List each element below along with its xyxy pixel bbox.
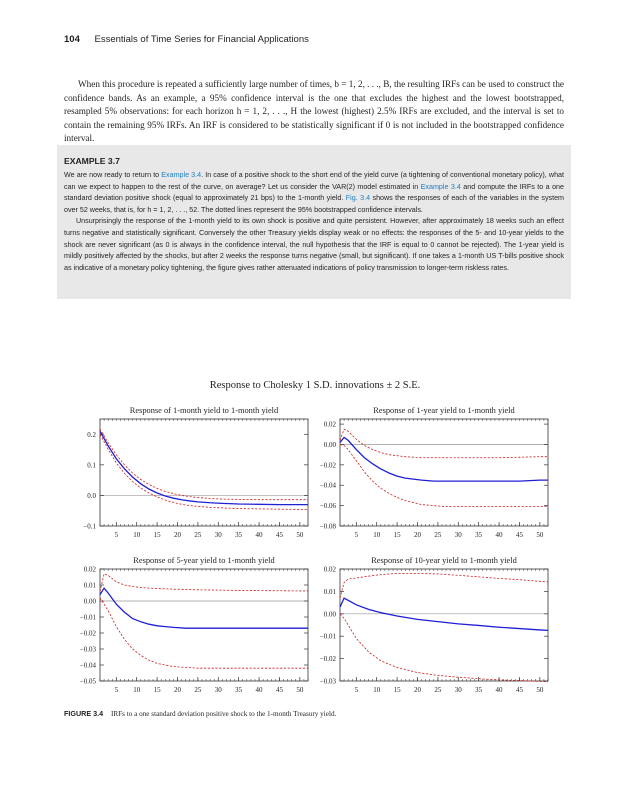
x-tick-label: 20 <box>413 686 421 694</box>
confidence-band-line <box>340 429 548 458</box>
confidence-band-line <box>340 614 548 682</box>
y-tick-label: 0.02 <box>83 565 96 574</box>
y-tick-label: 0.1 <box>87 461 96 470</box>
chart-panel-1 <box>83 406 308 539</box>
y-tick-label: 0.00 <box>83 597 96 606</box>
page-number: 104 <box>64 34 80 45</box>
link-fig-3-4[interactable]: Fig. 3.4 <box>345 194 371 203</box>
x-tick-label: 10 <box>373 686 381 694</box>
y-tick-label: 0.00 <box>323 610 336 619</box>
chart-panel-2 <box>320 406 548 539</box>
caption-text: IRFs to a one standard deviation positive shock to the 1-month Treasury yield. <box>110 710 337 718</box>
figure-caption <box>64 709 336 718</box>
y-tick-label: −0.08 <box>319 522 336 531</box>
x-tick-label: 5 <box>114 531 119 539</box>
x-tick-label: 20 <box>173 686 181 694</box>
x-tick-label: 50 <box>296 686 304 694</box>
y-tick-label: −0.03 <box>319 677 336 686</box>
link-example-3-4-second[interactable]: Example 3.4 <box>420 182 461 191</box>
x-tick-label: 20 <box>413 531 421 539</box>
y-tick-label: −0.01 <box>319 632 336 641</box>
y-tick-label: −0.01 <box>79 613 96 622</box>
x-tick-label: 50 <box>536 531 544 539</box>
x-tick-label: 45 <box>275 686 283 694</box>
x-tick-label: 5 <box>354 531 359 539</box>
y-tick-label: −0.02 <box>319 461 336 470</box>
example-text-run: We are now ready to return to <box>64 171 162 179</box>
x-tick-label: 30 <box>214 686 222 694</box>
x-tick-label: 25 <box>434 686 442 694</box>
x-tick-label: 30 <box>454 686 462 694</box>
chart-panel-3 <box>80 556 308 694</box>
y-tick-label: −0.02 <box>79 629 96 638</box>
running-title: Essentials of Time Series for Financial Applications <box>94 34 309 45</box>
y-tick-label: 0.00 <box>323 440 336 449</box>
plot-frame <box>340 569 548 681</box>
x-tick-label: 45 <box>515 531 523 539</box>
plot-frame <box>100 569 308 681</box>
irf-line <box>340 437 548 481</box>
example-paragraph-2: Unsurprisingly the response of the 1-month yield to its own shock is positive and quite persistent. However, after approximately 18 weeks such an effect turns negative and statistically significant. Conversely the other Treasury yields display weak or no effects: the responses of the 5- and 10-year yields to the shock are never significant (as 0 is always in the confidence interval, the null hypothesis that the IRF is equal to 0 cannot be rejected). The 1-year yield is mildly positively affected by the shocks, but after 2 weeks the response turns negative (small, but significant). If one takes a 1-month US T-bills positive shock as indicative of a monetary policy tightening, the figure gives rather attenuated indications of policy transmission to longer-term riskless rates. <box>64 217 564 272</box>
confidence-band-line <box>100 574 308 592</box>
irf-line <box>100 431 308 504</box>
y-tick-label: 0.02 <box>323 565 336 574</box>
confidence-band-line <box>100 598 308 668</box>
x-tick-label: 10 <box>133 686 141 694</box>
figure-main-title: Response to Cholesky 1 S.D. innovations ± 2 S.E. <box>209 380 421 391</box>
body-paragraph: When this procedure is repeated a sufficiently large number of times, b = 1, 2, . . ., B, the resulting IRFs can be used to construct the confidence bands. As an example, a 95% confidence interval is the one that excludes the highest and the lowest bootstrapped, resampled 5% observations: for each horizon h = 1, 2, . . ., H the lowest (highest) 2.5% IRFs are excluded, and the interval is set to contain the remaining 95% IRFs. An IRF is considered to be statistically significant if 0 is not included in the bootstrapped confidence interval. <box>64 79 564 143</box>
x-tick-label: 35 <box>475 686 483 694</box>
x-tick-label: 25 <box>434 531 442 539</box>
confidence-band-line <box>100 429 308 500</box>
x-tick-label: 35 <box>235 686 243 694</box>
confidence-band-line <box>340 573 548 598</box>
x-tick-label: 20 <box>173 531 181 539</box>
plot-frame <box>340 419 548 526</box>
example-text-run: . In case of a positive shock to the short end of the yield curve (a tightening of conventional monetary policy), what can we expect to happen to the rest of the curve, on average? Let us consider the VAR(2) model estimated in <box>64 171 564 191</box>
y-tick-label: 0.2 <box>87 430 96 439</box>
chart-title: Response of 1-month yield to 1-month yield <box>129 406 279 415</box>
x-tick-label: 5 <box>114 686 119 694</box>
chart-title: Response of 1-year yield to 1-month yield <box>373 406 515 415</box>
x-tick-label: 15 <box>153 531 161 539</box>
x-tick-label: 15 <box>393 531 401 539</box>
y-tick-label: 0.01 <box>83 581 96 590</box>
x-tick-label: 30 <box>454 531 462 539</box>
x-tick-label: 40 <box>495 531 503 539</box>
x-tick-label: 10 <box>133 531 141 539</box>
x-tick-label: 45 <box>515 686 523 694</box>
example-title: EXAMPLE 3.7 <box>64 156 120 166</box>
x-tick-label: 30 <box>214 531 222 539</box>
x-tick-label: 40 <box>495 686 503 694</box>
example-text-run: and compute the IRFs to a one standard deviation positive shock (equal to approximately 21 bps) to the 1-month yield. <box>64 182 564 203</box>
irf-line <box>340 598 548 630</box>
y-tick-label: −0.03 <box>79 645 96 654</box>
confidence-band-line <box>340 444 548 506</box>
y-tick-label: −0.04 <box>319 481 336 490</box>
x-tick-label: 50 <box>296 531 304 539</box>
x-tick-label: 50 <box>536 686 544 694</box>
example-text-run: shows the responses of each of the variables in the system over 52 weeks, that is, for h = 1, 2, . . ., 52. The dotted lines represent the 95% bootstrapped confidence intervals. <box>64 194 564 214</box>
y-tick-label: 0.01 <box>323 587 336 596</box>
irf-line <box>100 588 308 628</box>
y-tick-label: −0.1 <box>83 522 96 531</box>
caption-label: FIGURE 3.4 <box>64 709 104 718</box>
x-tick-label: 25 <box>194 531 202 539</box>
x-tick-label: 10 <box>373 531 381 539</box>
x-tick-label: 40 <box>255 686 263 694</box>
chart-title: Response of 10-year yield to 1-month yield <box>371 556 517 565</box>
y-tick-label: 0.0 <box>87 491 96 500</box>
x-tick-label: 5 <box>354 686 359 694</box>
x-tick-label: 35 <box>475 531 483 539</box>
plot-frame <box>100 419 308 526</box>
x-tick-label: 35 <box>235 531 243 539</box>
x-tick-label: 40 <box>255 531 263 539</box>
x-tick-label: 45 <box>275 531 283 539</box>
chart-panel-4 <box>320 556 548 694</box>
x-tick-label: 25 <box>194 686 202 694</box>
chart-title: Response of 5-year yield to 1-month yield <box>133 556 275 565</box>
x-tick-label: 15 <box>393 686 401 694</box>
y-tick-label: −0.04 <box>79 661 96 670</box>
y-tick-label: −0.05 <box>79 677 96 686</box>
y-tick-label: −0.06 <box>319 502 336 511</box>
x-tick-label: 15 <box>153 686 161 694</box>
y-tick-label: −0.02 <box>319 655 336 664</box>
link-example-3-4[interactable]: Example 3.4 <box>161 171 202 179</box>
y-tick-label: 0.02 <box>323 420 336 429</box>
